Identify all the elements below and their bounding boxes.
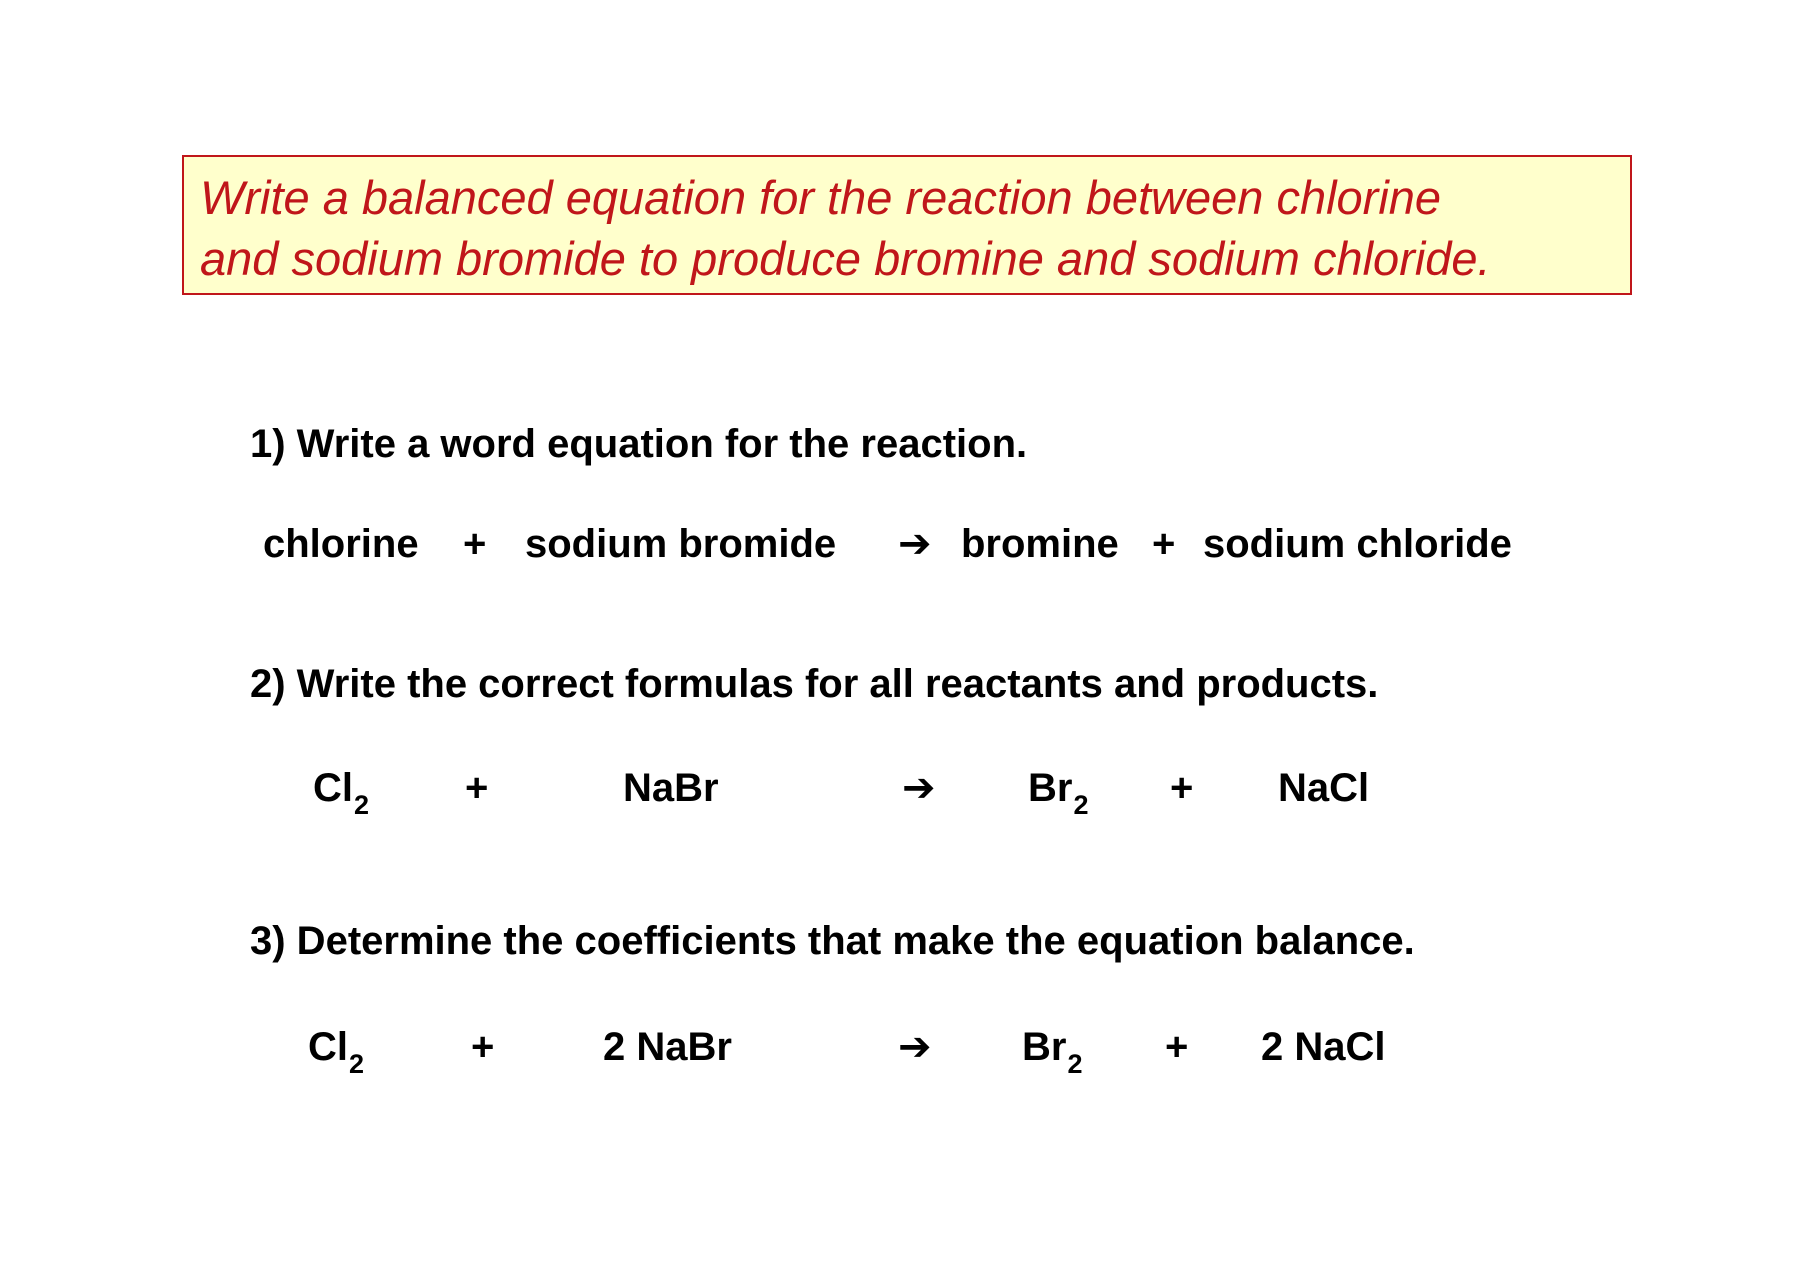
prompt-box <box>182 155 1632 295</box>
step-2-plus-2: + <box>1170 766 1194 810</box>
step-1-reactant-2: sodium bromide <box>525 522 837 566</box>
formula-symbol: Br <box>1022 1025 1067 1069</box>
step-3-arrow: ➔ <box>898 1025 932 1069</box>
step-3-plus-1: + <box>471 1025 495 1069</box>
step-2-product-2: NaCl <box>1278 766 1370 810</box>
formula-subscript: 2 <box>1067 1049 1083 1079</box>
step-3-reactant-2: 2 NaBr <box>603 1025 732 1069</box>
prompt-line-1: Write a balanced equation for the reaction between chlorine <box>200 171 1442 224</box>
step-1-arrow: ➔ <box>898 522 932 566</box>
formula-symbol: Br <box>1028 766 1073 810</box>
formula-symbol: Cl <box>313 766 353 810</box>
step-3-product-2: 2 NaCl <box>1261 1025 1386 1069</box>
formula-subscript: 2 <box>349 1049 365 1079</box>
prompt-line-2: and sodium bromide to produce bromine and sodium chloride. <box>200 232 1491 285</box>
step-2-product-1 <box>1028 764 1089 820</box>
step-2-heading: 2) Write the correct formulas for all reactants and products. <box>250 662 1379 706</box>
step-2-reactant-2: NaBr <box>623 766 719 810</box>
step-3-product-1 <box>1022 1023 1083 1079</box>
formula-subscript: 2 <box>354 790 370 820</box>
formula-subscript: 2 <box>1073 790 1089 820</box>
step-3-plus-2: + <box>1165 1025 1189 1069</box>
step-1-product-2: sodium chloride <box>1203 522 1512 566</box>
step-1-product-1: bromine <box>961 522 1119 566</box>
formula-symbol: Cl <box>308 1025 348 1069</box>
step-1-plus-1: + <box>463 522 487 566</box>
step-2-reactant-1 <box>313 764 370 820</box>
step-2-plus-1: + <box>465 766 489 810</box>
step-1-reactant-1: chlorine <box>263 522 419 566</box>
step-1-plus-2: + <box>1152 522 1176 566</box>
step-2-arrow: ➔ <box>902 766 936 810</box>
step-1-heading: 1) Write a word equation for the reaction. <box>250 422 1028 466</box>
step-3-reactant-1 <box>308 1023 365 1079</box>
step-3-heading: 3) Determine the coefficients that make the equation balance. <box>250 919 1415 963</box>
